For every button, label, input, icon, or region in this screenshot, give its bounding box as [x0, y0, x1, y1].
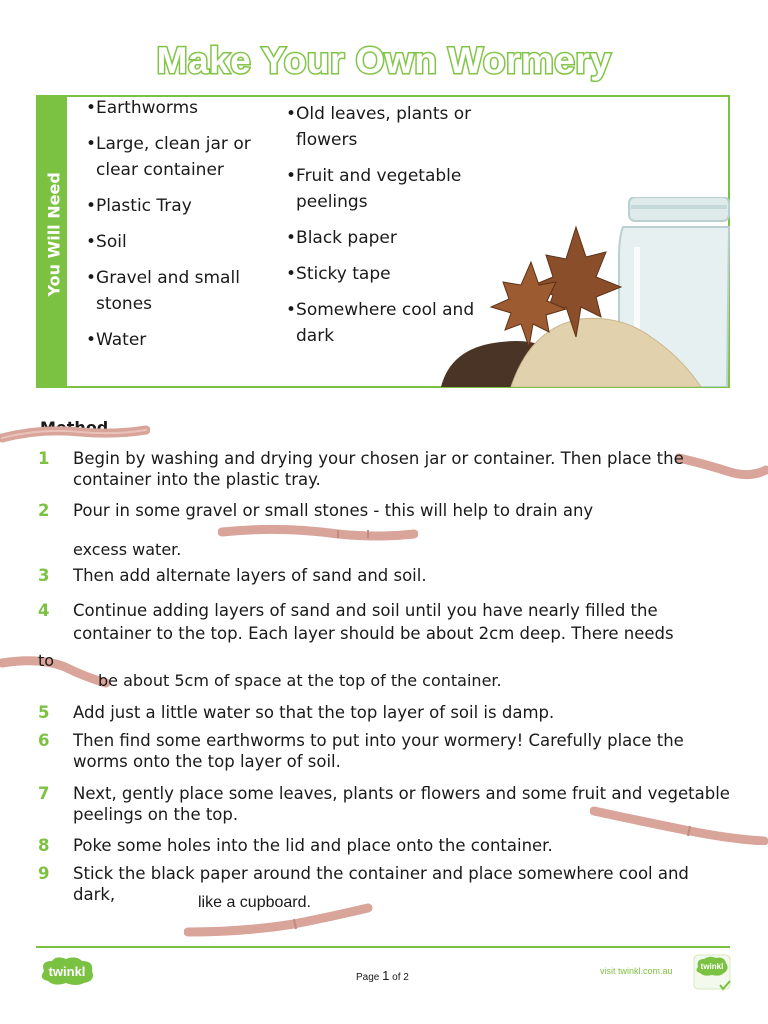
step-number: 4 [38, 601, 50, 620]
you-will-need-sidebar [38, 97, 67, 386]
list-item: •Plastic Tray [86, 196, 192, 216]
you-will-need-label: You Will Need [44, 172, 64, 297]
page-prefix: Page [356, 972, 380, 983]
needs-column-1 [86, 95, 281, 363]
list-item: •Gravel and small stones [86, 268, 240, 314]
list-item: •Soil [86, 232, 127, 252]
step-number: 5 [38, 703, 50, 722]
method-step-4-to [38, 650, 78, 671]
footer-divider [36, 946, 730, 948]
step-number: 8 [38, 836, 50, 855]
step-text-continued: excess water. [73, 540, 182, 559]
step-number: 3 [38, 566, 50, 585]
step-text: Then find some earthworms to put into your wormery! Carefully place the worms onto the top layer of soil. [73, 731, 684, 771]
step-text: Next, gently place some leaves, plants or flowers and some fruit and vegetable peelings on the top. [73, 784, 730, 824]
step-text: Begin by washing and drying your chosen jar or container. Then place the container into the plastic tray. [73, 449, 684, 489]
list-item: •Large, clean jar or clear container [86, 134, 251, 180]
list-item: •Somewhere cool and dark [286, 300, 475, 346]
step-text: Stick the black paper around the container and place somewhere cool and dark, [73, 864, 689, 904]
twinkl-logo [38, 955, 96, 987]
step-text: Poke some holes into the lid and place onto the container. [73, 836, 553, 855]
step-number: 9 [38, 864, 50, 883]
list-item: •Earthworms [86, 98, 199, 118]
page-indicator [356, 968, 409, 983]
page-suffix: of 2 [392, 972, 409, 983]
step-text-continued: be about 5cm of space at the top of the container. [98, 671, 502, 690]
list-item: •Black paper [286, 228, 397, 248]
step-text-fragment: to [38, 651, 55, 670]
list-item: •Water [86, 330, 147, 350]
list-item: •Sticky tape [286, 264, 391, 284]
step-number: 1 [38, 449, 50, 468]
step-text: Continue adding layers of sand and soil until you have nearly filled the container to the top. Each layer should be about 2cm deep. There needs [73, 601, 674, 643]
step-text: Add just a little water so that the top layer of soil is damp. [73, 703, 555, 722]
step-text: Pour in some gravel or small stones - this will help to drain any [73, 501, 594, 520]
twinkl-badge-text: twinkl [700, 962, 724, 971]
step-number: 7 [38, 784, 50, 803]
page-current: 1 [382, 968, 390, 983]
twinkl-badge-logo [690, 953, 734, 993]
you-will-need-panel [36, 95, 730, 388]
step-text: Then add alternate layers of sand and soil. [73, 566, 427, 585]
earthworm-icon [0, 424, 150, 444]
page-title: Make Your Own Wormery [156, 40, 612, 81]
list-item: •Fruit and vegetable peelings [286, 166, 462, 212]
twinkl-logo-text: twinkl [48, 964, 86, 979]
step-number: 6 [38, 731, 50, 750]
visit-link[interactable]: visit twinkl.com.au [600, 966, 673, 976]
list-item: •Old leaves, plants or flowers [286, 104, 472, 150]
jar-soil-leaves-illustration [401, 197, 731, 387]
step-number: 2 [38, 501, 50, 520]
method-heading: Method [40, 418, 109, 437]
step-text-continued: like a cupboard. [198, 894, 311, 911]
